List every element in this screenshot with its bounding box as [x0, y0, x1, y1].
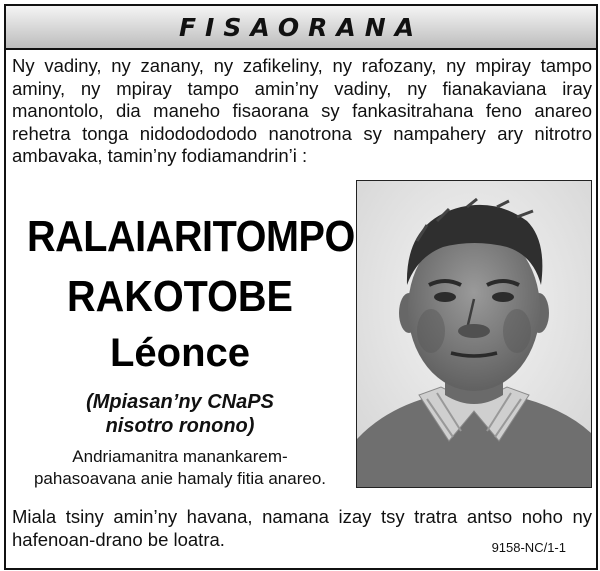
deceased-first-name: Léonce: [109, 331, 251, 375]
occupation-line1: (Mpiasan’ny CNaPS: [86, 391, 274, 413]
prayer-line1: Andriamanitra manankarem-: [72, 447, 288, 466]
deceased-name-line2: RAKOTOBE: [67, 272, 293, 321]
notice-title: FISAORANA: [178, 13, 424, 42]
deceased-name-line1: RALAIARITOMPO: [27, 212, 355, 261]
closing-paragraph: Miala tsiny amin’ny havana, namana izay tsy tratra antso noho ny hafenoan-drano be loatra.: [12, 506, 592, 550]
deceased-occupation: [10, 390, 350, 438]
notice-header: [6, 6, 596, 50]
portrait-photo: [356, 180, 592, 488]
portrait-image: [357, 181, 591, 487]
prayer-text: [10, 446, 350, 490]
intro-paragraph: Ny vadiny, ny zanany, ny zafikeliny, ny rafozany, ny mpiray tampo aminy, ny mpiray tampo amin’ny vadiny, ny fianakaviana iray manontolo, dia maneho fisaorana sy fankasitrahana feno anareo rehetra tonga nidododododo nanotrona sy nampahery ary nitrotro ambavaka, tamin’ny fodiamandrin’i :: [12, 55, 592, 166]
reference-code: 9158-NC/1-1: [491, 540, 566, 555]
obituary-notice: [4, 4, 598, 570]
occupation-line2: nisotro ronono): [105, 415, 255, 437]
prayer-line2: pahasoavana anie hamaly fitia anareo.: [33, 469, 327, 488]
